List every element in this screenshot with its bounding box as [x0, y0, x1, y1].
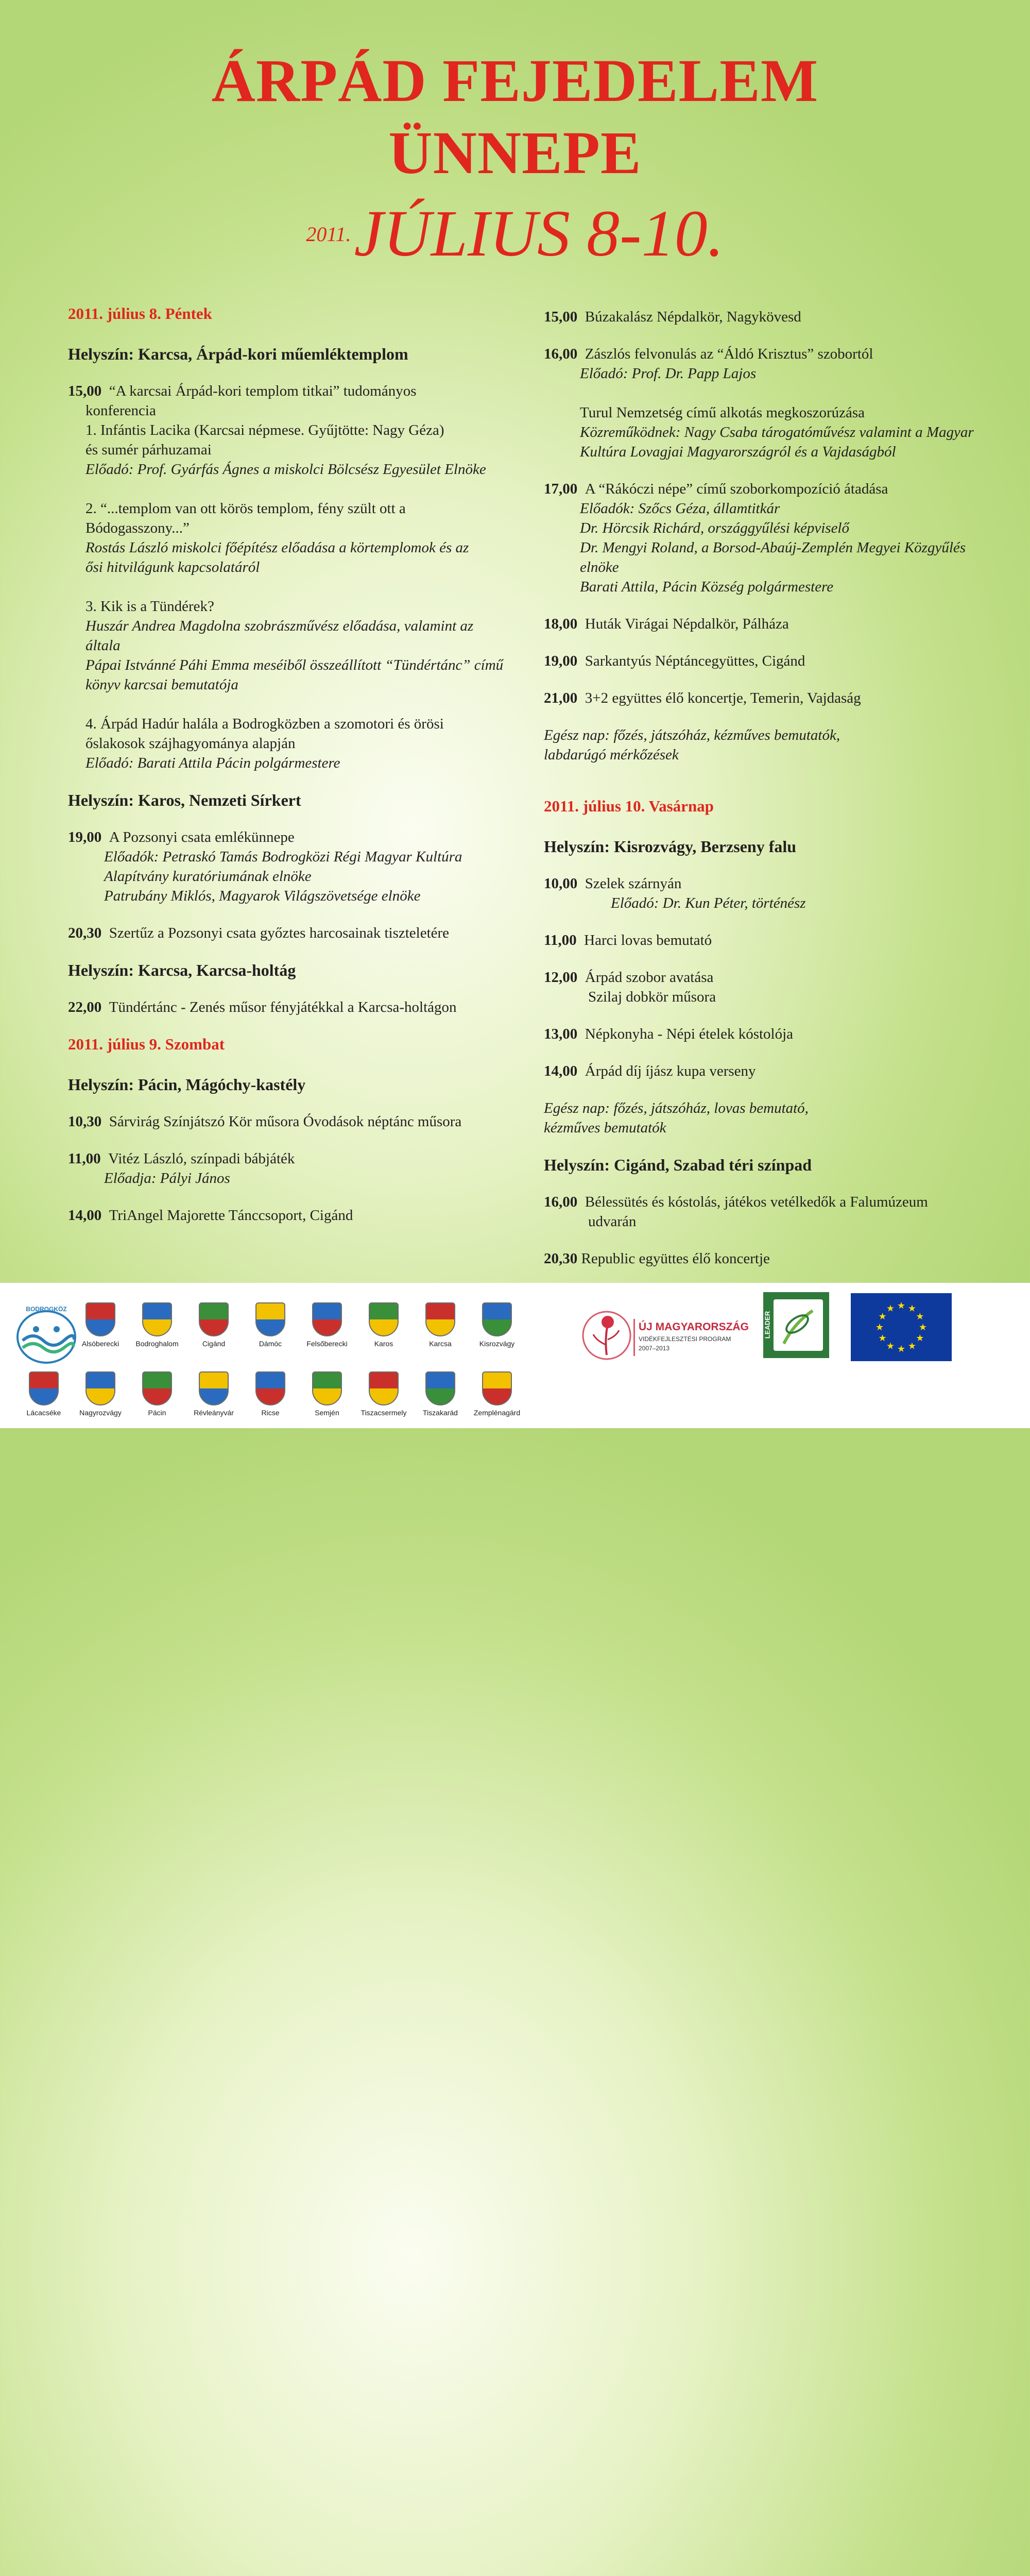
municipality-name: Lácacséke	[26, 1409, 61, 1417]
event	[68, 923, 511, 943]
event-time: 11,00	[544, 932, 577, 948]
event-time: 15,00	[68, 383, 102, 399]
municipality-crest	[253, 1302, 287, 1348]
municipality-crest	[197, 1302, 231, 1348]
coat-of-arms-icon	[142, 1302, 172, 1336]
municipality-crest	[253, 1371, 287, 1417]
event	[544, 1192, 1007, 1231]
municipality-name: Bodroghalom	[135, 1340, 179, 1348]
municipality-name: Felsőberecki	[306, 1340, 348, 1348]
event-time: 16,00	[544, 346, 578, 362]
event	[68, 1206, 511, 1225]
municipality-crest	[423, 1371, 457, 1417]
year: 2011.	[306, 223, 351, 246]
municipality-name: Pácin	[148, 1409, 166, 1417]
municipality-name: Semjén	[315, 1409, 339, 1417]
event	[544, 1024, 1007, 1044]
presenter-line: Előadó: Prof. Gyárfás Ágnes a miskolci Bölcsész Egyesület Elnöke	[85, 461, 486, 478]
coat-of-arms-icon	[369, 1302, 399, 1336]
presenter-line: Előadó: Barati Attila Pácin polgármestere	[85, 755, 340, 771]
event-line: udvarán	[588, 1213, 637, 1230]
presenter-line: Előadó: Dr. Kun Péter, történész	[611, 895, 806, 911]
municipality-name: Alsóberecki	[81, 1340, 119, 1348]
municipality-crest	[79, 1371, 122, 1417]
all-day-note	[544, 725, 1007, 765]
day-heading: 2011. július 9. Szombat	[68, 1035, 225, 1053]
event	[544, 1249, 1007, 1268]
star-icon: ★	[907, 1341, 917, 1351]
event-title: Árpád szobor avatása	[585, 969, 714, 986]
all-day-note	[544, 1098, 1007, 1138]
event-title: Bélessütés és kóstolás, játékos vetélkedők a Falumúzeum	[585, 1194, 928, 1210]
coat-of-arms-icon	[255, 1371, 285, 1405]
municipality-crest	[367, 1302, 401, 1348]
event-line: Turul Nemzetség című alkotás megkoszorúzása	[580, 404, 865, 421]
event-time: 16,00	[544, 1194, 578, 1210]
leader-logo	[763, 1292, 829, 1358]
presenter-line: Patrubány Miklós, Magyarok Világszövetsége elnöke	[104, 888, 421, 904]
event-title: A “Rákóczi népe” című szoborkompozíció átadása	[585, 481, 888, 497]
coat-of-arms-icon	[29, 1371, 59, 1405]
presenter-line: Előadó: Prof. Dr. Papp Lajos	[580, 365, 757, 382]
venue-heading: Helyszín: Karcsa, Árpád-kori műemléktemplom	[68, 345, 408, 363]
event-title: 3+2 együttes élő koncertje, Temerin, Vajdaság	[585, 690, 861, 706]
presenter-line: Huszár Andrea Magdolna szobrászművész előadása, valamint az általa	[85, 618, 474, 654]
municipality-crest	[423, 1302, 457, 1348]
presenter-line: Előadók: Szőcs Géza, államtitkár	[580, 500, 780, 517]
date: JÚLIUS 8-10.	[354, 197, 724, 270]
presenter-line: Dr. Mengyi Roland, a Borsod-Abaúj-Zemplén Megyei Közgyűlés elnöke	[580, 539, 966, 575]
event-time: 15,00	[544, 309, 578, 325]
event-title: Népkonyha - Népi ételek kóstolója	[585, 1026, 794, 1042]
star-icon: ★	[897, 1300, 906, 1311]
star-icon: ★	[878, 1311, 887, 1321]
all-day-line: kézműves bemutatók	[544, 1120, 666, 1136]
event	[68, 1149, 511, 1188]
coat-of-arms-icon	[199, 1302, 229, 1336]
event-time: 10,30	[68, 1113, 102, 1130]
municipality-crest	[140, 1371, 174, 1417]
venue-heading: Helyszín: Karos, Nemzeti Sírkert	[68, 791, 301, 809]
uj-magyarorszag-logo	[576, 1303, 751, 1370]
star-icon: ★	[878, 1333, 887, 1343]
title-line-1: ÁRPÁD FEJEDELEM	[211, 47, 819, 114]
event-title: Búzakalász Népdalkör, Nagykövesd	[585, 309, 801, 325]
event-time: 21,00	[544, 690, 578, 706]
presenter-line: Dr. Hörcsik Richárd, országgyűlési képviselő	[580, 520, 849, 536]
event-time: 11,00	[68, 1150, 101, 1167]
event-time: 17,00	[544, 481, 578, 497]
event-title: Huták Virágai Népdalkör, Pálháza	[585, 616, 789, 632]
day-heading: 2011. július 10. Vasárnap	[544, 797, 714, 815]
star-icon: ★	[886, 1341, 895, 1351]
event-title: A Pozsonyi csata emlékünnepe	[109, 829, 295, 845]
title-line-2: ÜNNEPE	[388, 119, 642, 187]
presenter-line: Pápai Istvánné Páhi Emma meséiből összeállított “Tündértánc” című	[85, 657, 504, 673]
event-line: 4. Árpád Hadúr halála a Bodrogközben a szomotori és örösi	[85, 716, 444, 732]
presenter-line: ősi hitvilágunk kapcsolatáról	[85, 559, 260, 575]
coat-of-arms-icon	[142, 1371, 172, 1405]
event-time: 12,00	[544, 969, 578, 986]
venue-heading: Helyszín: Karcsa, Karcsa-holtág	[68, 961, 296, 979]
municipality-name: Tiszacsermely	[360, 1409, 407, 1417]
date-line	[0, 196, 1030, 272]
star-icon: ★	[916, 1311, 924, 1321]
coat-of-arms-icon	[255, 1302, 285, 1336]
municipality-name: Dámóc	[259, 1340, 282, 1348]
leaf-icon	[763, 1292, 829, 1358]
event-time: 19,00	[68, 829, 102, 845]
coat-of-arms-icon	[312, 1302, 342, 1336]
coat-of-arms-icon	[482, 1302, 512, 1336]
event-title: Zászlós felvonulás az “Áldó Krisztus” szobortól	[585, 346, 873, 362]
event	[68, 381, 511, 773]
event-title: “A karcsai Árpád-kori templom titkai” tudományos	[109, 383, 417, 399]
umvp-title: ÚJ MAGYARORSZÁG	[639, 1321, 749, 1333]
event-time: 19,00	[544, 653, 578, 669]
event-line: őslakosok szájhagyománya alapján	[85, 735, 296, 752]
municipality-crest	[480, 1302, 514, 1348]
presenter-line: Barati Attila, Pácin Község polgármestere	[580, 579, 834, 595]
municipality-name: Karcsa	[429, 1340, 452, 1348]
presenter-line: Közreműködnek: Nagy Csaba tárogatóművész valamint a Magyar	[580, 424, 974, 440]
event-time: 13,00	[544, 1026, 578, 1042]
presenter-line: Alapítvány kuratóriumának elnöke	[104, 868, 312, 885]
sponsor-logo-strip	[0, 1283, 1030, 1428]
all-day-line: labdarúgó mérkőzések	[544, 747, 679, 763]
event	[544, 479, 1007, 597]
bodrogkoz-logo	[15, 1306, 77, 1365]
event-title: Harci lovas bemutató	[584, 932, 712, 948]
event-line: 3. Kik is a Tündérek?	[85, 598, 214, 615]
event	[68, 1112, 511, 1131]
event-title: Sárvirág Színjátszó Kör műsora Óvodások néptánc műsora	[109, 1113, 462, 1130]
event-time: 20,30	[544, 1250, 578, 1267]
coat-of-arms-icon	[369, 1371, 399, 1405]
event-title: Vitéz László, színpadi bábjáték	[108, 1150, 295, 1167]
coat-of-arms-icon	[312, 1371, 342, 1405]
municipality-crest	[306, 1302, 348, 1348]
event-time: 14,00	[68, 1207, 102, 1224]
municipality-crest	[27, 1371, 61, 1417]
municipality-crest	[360, 1371, 407, 1417]
event	[544, 651, 1007, 671]
event	[544, 614, 1007, 634]
municipality-name: Cigánd	[202, 1340, 226, 1348]
day-heading: 2011. július 8. Péntek	[68, 304, 212, 323]
venue-heading: Helyszín: Cigánd, Szabad téri színpad	[544, 1156, 812, 1174]
event	[68, 827, 511, 906]
coat-of-arms-icon	[85, 1371, 115, 1405]
event	[68, 997, 511, 1017]
municipality-name: Zemplénagárd	[473, 1409, 521, 1417]
venue-heading: Helyszín: Pácin, Mágóchy-kastély	[68, 1075, 306, 1094]
star-icon: ★	[907, 1303, 917, 1314]
star-icon: ★	[916, 1333, 924, 1343]
leader-text: LEADER	[763, 1311, 771, 1339]
event-line: 1. Infántis Lacika (Karcsai népmese. Gyűjtötte: Nagy Géza)	[85, 422, 444, 438]
presenter-line: Előadók: Petraskó Tamás Bodrogközi Régi Magyar Kultúra	[104, 849, 462, 865]
municipality-crest	[83, 1302, 117, 1348]
event-title: Tündértánc - Zenés műsor fényjátékkal a Karcsa-holtágon	[109, 999, 457, 1015]
bodrogkoz-logo-text: BODROGKÖZ	[26, 1306, 67, 1313]
event-line: Szilaj dobkör műsora	[588, 989, 716, 1005]
event	[544, 874, 1007, 913]
event-title: Szelek szárnyán	[585, 875, 682, 892]
presenter-line: könyv karcsai bemutatója	[85, 676, 238, 693]
municipality-crest	[135, 1302, 179, 1348]
event	[544, 688, 1007, 708]
event-time: 18,00	[544, 616, 578, 632]
carnation-icon	[576, 1303, 638, 1370]
municipality-crest	[310, 1371, 344, 1417]
event	[544, 930, 1007, 950]
event-line: Bódogasszony...”	[85, 520, 190, 536]
right-column	[544, 307, 1007, 1286]
event-title: Sarkantyús Néptáncegyüttes, Cigánd	[585, 653, 805, 669]
municipality-name: Ricse	[261, 1409, 280, 1417]
all-day-line: Egész nap: főzés, játszóház, lovas bemutató,	[544, 1100, 809, 1116]
eu-stars-icon	[851, 1293, 952, 1361]
all-day-line: Egész nap: főzés, játszóház, kézműves bemutatók,	[544, 727, 840, 743]
event	[544, 307, 1007, 327]
municipality-name: Karos	[374, 1340, 393, 1348]
event-time: 20,30	[68, 925, 102, 941]
municipality-crest	[473, 1371, 521, 1417]
star-icon: ★	[897, 1344, 906, 1354]
venue-heading: Helyszín: Kisrozvágy, Berzseny falu	[544, 837, 797, 856]
umvp-years: 2007–2013	[639, 1345, 670, 1352]
municipality-name: Kisrozvágy	[479, 1340, 515, 1348]
event-time: 22,00	[68, 999, 102, 1015]
municipality-name: Nagyrozvágy	[79, 1409, 122, 1417]
coat-of-arms-icon	[425, 1302, 455, 1336]
umvp-subtitle: VIDÉKFEJLESZTÉSI PROGRAM	[639, 1335, 731, 1343]
star-icon: ★	[918, 1322, 928, 1332]
event-title: Szertűz a Pozsonyi csata győztes harcosainak tiszteletére	[109, 925, 450, 941]
event-line: és sumér párhuzamai	[85, 442, 212, 458]
municipality-name: Révleányvár	[194, 1409, 234, 1417]
coat-of-arms-icon	[482, 1371, 512, 1405]
event-title: Árpád díj íjász kupa verseny	[585, 1063, 756, 1079]
presenter-line: Kultúra Lovagjai Magyarországról és a Vajdaságból	[580, 444, 896, 460]
municipality-crest	[194, 1371, 234, 1417]
event	[544, 968, 1007, 1007]
event-title: Republic együttes élő koncertje	[581, 1250, 770, 1267]
coat-of-arms-icon	[199, 1371, 229, 1405]
star-icon: ★	[875, 1322, 884, 1332]
event-time: 10,00	[544, 875, 578, 892]
event-line: 2. “...templom van ott körös templom, fény szült ott a	[85, 500, 406, 517]
coat-of-arms-icon	[85, 1302, 115, 1336]
presenter-line: Előadja: Pályi János	[104, 1170, 230, 1187]
event-title: TriAngel Majorette Tánccsoport, Cigánd	[109, 1207, 353, 1224]
coat-of-arms-icon	[425, 1371, 455, 1405]
event	[544, 344, 1007, 462]
event-line: konferencia	[85, 402, 156, 419]
event-time: 14,00	[544, 1063, 578, 1079]
star-icon: ★	[886, 1303, 895, 1314]
left-column	[68, 304, 511, 1243]
eu-flag	[851, 1293, 952, 1361]
municipality-name: Tiszakarád	[423, 1409, 458, 1417]
presenter-line: Rostás László miskolci főépítész előadása a körtemplomok és az	[85, 539, 469, 556]
event	[544, 1061, 1007, 1081]
